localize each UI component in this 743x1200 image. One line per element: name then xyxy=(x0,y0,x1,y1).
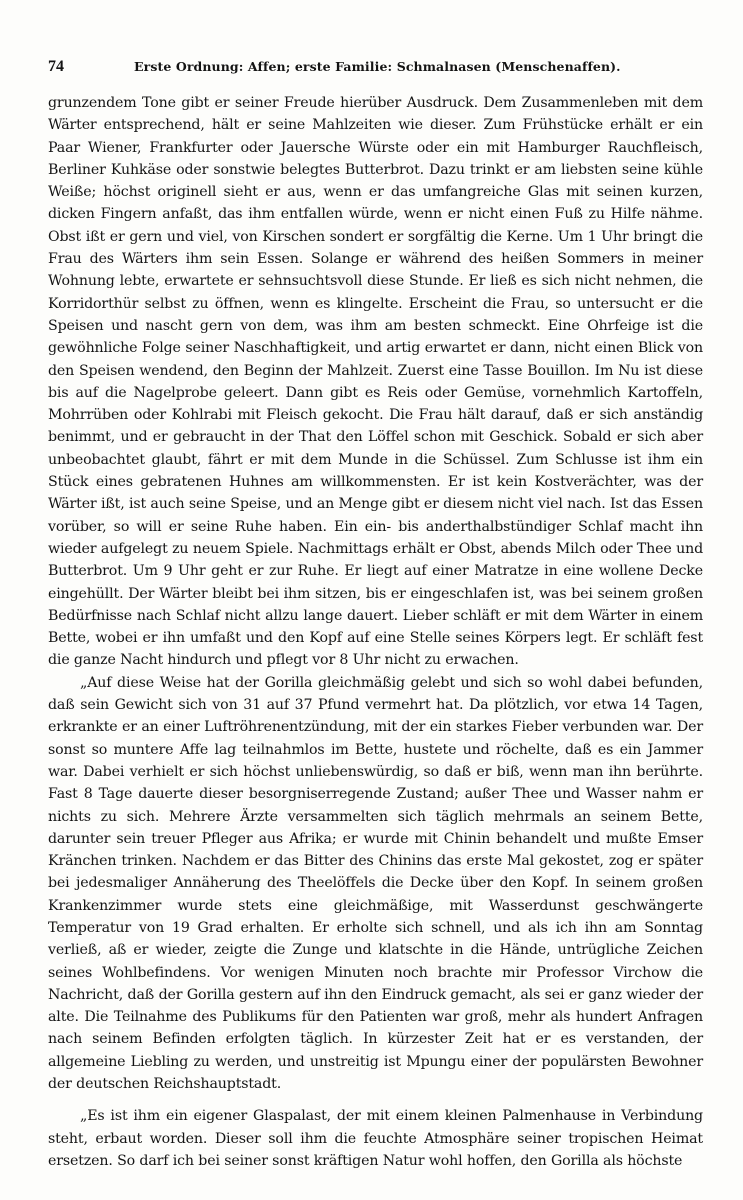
body-text xyxy=(48,92,703,1172)
paragraph-continuation: grunzendem Tone gibt er seiner Freude hierüber Ausdruck. Dem Zusammenleben mit dem Wärter entsprechend, hält er seine Mahlzeiten wie dieser. Zum Frühstücke erhält er ein Paar Wiener, Frankfurter oder Jauersche Würste oder ein mit Hamburger Rauchfleisch, Berliner Kuhkäse oder sonstwie belegtes Butterbrot. Dazu trinkt er am liebsten seine kühle Weiße; höchst originell sieht er aus, wenn er das umfangreiche Glas mit seinen kurzen, dicken Fingern anfaßt, das ihm entfallen würde, wenn er nicht einen Fuß zu Hilfe nähme. Obst ißt er gern und viel, von Kirschen sondert er sorgfältig die Kerne. Um 1 Uhr bringt die Frau des Wärters ihm sein Essen. Solange er während des heißen Sommers in meiner Wohnung lebte, erwartete er sehnsuchtsvoll diese Stunde. Er ließ es sich nicht nehmen, die Korridorthür selbst zu öffnen, wenn es klingelte. Erscheint die Frau, so untersucht er die Speisen und nascht gern von dem, was ihm am besten schmeckt. Eine Ohrfeige ist die gewöhnliche Folge seiner Naschhaftigkeit, und artig erwartet er dann, nicht einen Blick von den Speisen wendend, den Beginn der Mahlzeit. Zuerst eine Tasse Bouillon. Im Nu ist diese bis auf die Nagelprobe geleert. Dann gibt es Reis oder Gemüse, vornehmlich Kartoffeln, Mohrrüben oder Kohlrabi mit Fleisch gekocht. Die Frau hält darauf, daß er sich anständig benimmt, und er gebraucht in der That den Löffel schon mit Geschick. Sobald er sich aber unbeobachtet glaubt, fährt er mit dem Munde in die Schüssel. Zum Schlusse ist ihm ein Stück eines gebratenen Huhnes am willkommensten. Er ist kein Kostverächter, was der Wärter ißt, ist auch seine Speise, und an Menge gibt er diesem nicht viel nach. Ist das Essen vorüber, so will er seine Ruhe haben. Ein ein- bis anderthalbstündiger Schlaf macht ihn wieder aufgelegt zu neuem Spiele. Nachmittags erhält er Obst, abends Milch oder Thee und Butterbrot. Um 9 Uhr geht er zur Ruhe. Er liegt auf einer Matratze in eine wollene Decke eingehüllt. Der Wärter bleibt bei ihm sitzen, bis er eingeschlafen ist, was bei seinem großen Bedürfnisse nach Schlaf nicht allzu lange dauert. Lieber schläft er mit dem Wärter in einem Bette, wobei er ihn umfaßt und den Kopf auf eine Stelle seines Körpers legt. Er schläft fest die ganze Nacht hindurch und pflegt vor 8 Uhr nicht zu erwachen. xyxy=(48,95,703,669)
running-head xyxy=(48,58,703,76)
page-number: 74 xyxy=(48,58,64,75)
paragraph-quote-illness: „Auf diese Weise hat der Gorilla gleichmäßig gelebt und sich so wohl dabei befunden, daß sein Gewicht sich von 31 auf 37 Pfund vermehrt hat. Da plötzlich, vor etwa 14 Tagen, erkrankte er an einer Luftröhrenentzündung, mit der ein starkes Fieber verbunden war. Der sonst so muntere Affe lag teilnahmlos im Bette, hustete und röchelte, daß es ein Jammer war. Dabei verhielt er sich höchst unliebenswürdig, so daß er biß, wenn man ihn berührte. Fast 8 Tage dauerte dieser besorgniserregende Zustand; außer Thee und Wasser nahm er nichts zu sich. Mehrere Ärzte versammelten sich täglich mehrmals an seinem Bette, darunter sein treuer Pfleger aus Afrika; er wurde mit Chinin behandelt und mußte Emser Kränchen trinken. Nachdem er das Bitter des Chinins das erste Mal gekostet, zog er später bei jedesmaliger Annäherung des Theelöffels die Decke über den Kopf. In seinem großen Krankenzimmer wurde stets eine gleichmäßige, mit Wasserdunst geschwängerte Temperatur von 19 Grad erhalten. Er erholte sich schnell, und als ich ihn am Sonntag verließ, aß er wieder, zeigte die Zunge und klatschte in die Hände, untrügliche Zeichen seines Wohlbefindens. Vor wenigen Minuten noch brachte mir Professor Virchow die Nachricht, daß der Gorilla gestern auf ihn den Eindruck gemacht, als sei er ganz wieder der alte. Die Teilnahme des Publikums für den Patienten war groß, mehr als hundert Anfragen nach seinem Befinden erfolgten täglich. In kürzester Zeit hat er es verstanden, der allgemeine Liebling zu werden, und unstreitig ist Mpungu einer der populärsten Bewohner der deutschen Reichshauptstadt. xyxy=(48,674,703,1093)
running-title: Erste Ordnung: Affen; erste Familie: Schmalnasen (Menschenaffen). xyxy=(134,59,621,74)
paragraph-quote-glass-palace: „Es ist ihm ein eigener Glaspalast, der mit einem kleinen Palmenhause in Verbindung steht, erbaut worden. Dieser soll ihm die feuchte Atmosphäre seiner tropischen Heimat ersetzen. So darf ich bei seiner sonst kräftigen Natur wohl hoffen, den Gorilla als höchste xyxy=(48,1108,703,1169)
